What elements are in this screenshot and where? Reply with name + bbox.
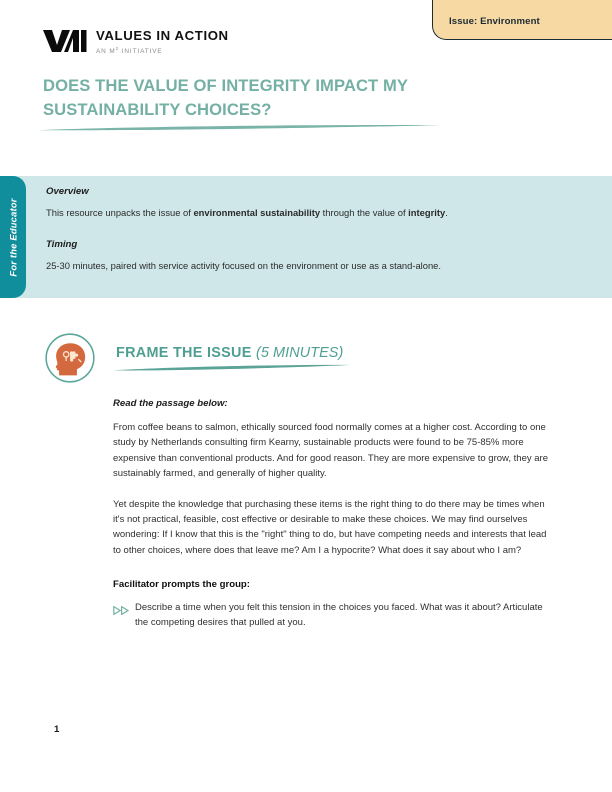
page-number: 1 — [54, 724, 60, 735]
via-monogram-logo-icon — [42, 28, 88, 54]
issue-badge-label: Issue: Environment — [449, 16, 540, 27]
double-chevron-right-glyph — [113, 606, 130, 615]
passage-paragraph-2: Yet despite the knowledge that purchasing these items is the right thing to do there may be times when it's not practical, feasible, cost effective or desirable to make these choices. We may find ourselves wondering: If I know that this is the "right" thing to do, but have competing needs and interests that lead to other choices, where does that leave me? Am I a hypocrite? What does it say about who I am? — [113, 498, 547, 556]
timing-heading: Timing — [46, 238, 78, 250]
educator-side-tab-label: For the Educator — [7, 197, 19, 277]
educator-side-tab — [0, 176, 26, 298]
overview-text-part2: through the value of — [320, 207, 409, 218]
prompt-list-item — [113, 600, 556, 631]
double-chevron-right-icon — [113, 600, 135, 620]
overview-heading: Overview — [46, 186, 89, 197]
head-puzzle-icon — [44, 332, 96, 384]
logo-subtitle-suffix: INITIATIVE — [119, 48, 163, 56]
educator-band-content — [46, 186, 566, 272]
logo-subtitle — [96, 46, 229, 55]
passage-paragraph-1: From coffee beans to salmon, ethically sourced food normally comes at a higher cost. According to one study by Netherlands consulting firm Kearny, sustainable products were found to be 75-85% more expensive than conventional products. And for good reason. They are more expensive to grow, they are sustainably farmed, and generally of higher quality. — [113, 422, 548, 480]
page-title: DOES THE VALUE OF INTEGRITY IMPACT MY SUSTAINABILITY CHOICES? — [43, 76, 408, 119]
section-underline-swash — [113, 364, 351, 371]
read-passage-lead-in: Read the passage below: — [113, 398, 228, 409]
overview-text-part1: This resource unpacks the issue of — [46, 207, 194, 218]
overview-bold-sustainability: environmental sustainability — [193, 207, 321, 218]
logo-title: VALUES IN ACTION — [96, 28, 229, 43]
title-underline-swash — [38, 124, 440, 131]
section-duration: (5 MINUTES) — [255, 345, 344, 361]
body-content — [113, 398, 556, 631]
logo-text-block — [96, 28, 229, 55]
band-spacer — [46, 220, 566, 239]
timing-text: 25-30 minutes, paired with service activity focused on the environment or use as a stand-alone. — [46, 259, 442, 271]
logo-subtitle-prefix: AN M — [96, 48, 116, 56]
overview-bold-integrity: integrity — [408, 207, 446, 218]
brand-logo — [42, 28, 229, 55]
prompt-text-1: Describe a time when you felt this tension in the choices you faced. What was it about? Articulate the competing desires that pulled at you. — [135, 602, 543, 629]
overview-text-part3: . — [445, 207, 448, 218]
section-title-text: FRAME THE ISSUE — [116, 345, 252, 361]
facilitator-prompts-heading: Facilitator prompts the group: — [113, 579, 250, 590]
logo-subtitle-superscript: 2 — [115, 46, 120, 52]
section-title — [116, 345, 343, 361]
overview-text — [46, 206, 566, 220]
issue-badge — [432, 0, 612, 40]
